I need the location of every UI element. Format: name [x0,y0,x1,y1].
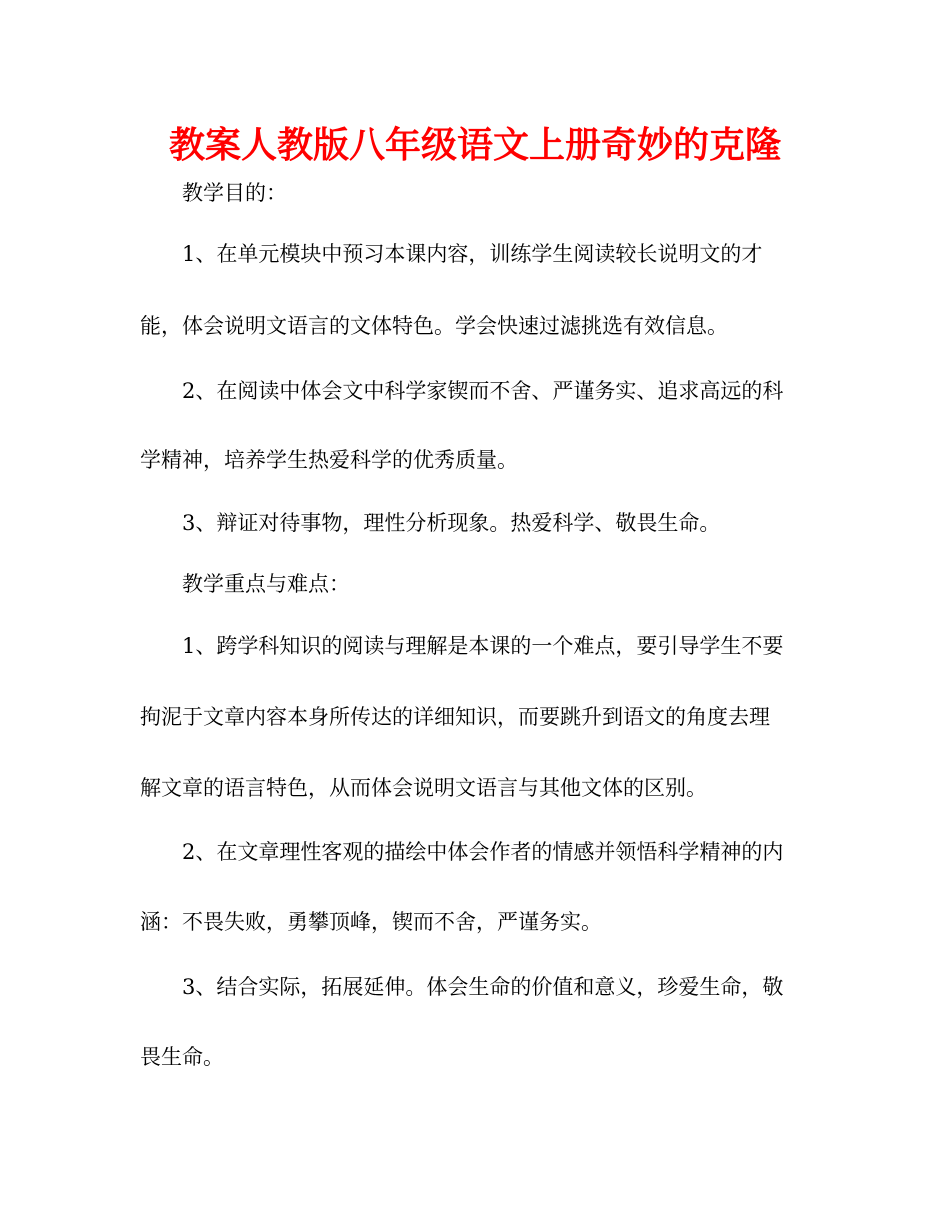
paragraph-line: 2、在文章理性客观的描绘中体会作者的情感并领悟科学精神的内 [182,840,784,864]
paragraph-line: 1、跨学科知识的阅读与理解是本课的一个难点，要引导学生不要 [182,634,784,658]
section-heading-objectives: 教学目的： [182,181,287,205]
paragraph-line: 拘泥于文章内容本身所传达的详细知识，而要跳升到语文的角度去理 [140,705,770,729]
paragraph-line: 3、辩证对待事物，理性分析现象。热爱科学、敬畏生命。 [182,511,721,535]
section-heading-key-points: 教学重点与难点： [182,572,350,596]
paragraph-line: 涵：不畏失败，勇攀顶峰，锲而不舍，严谨务实。 [140,910,602,934]
paragraph-line: 解文章的语言特色，从而体会说明文语言与其他文体的区别。 [140,776,707,800]
paragraph-line: 1、在单元模块中预习本课内容，训练学生阅读较长说明文的才 [182,242,763,266]
paragraph-line: 2、在阅读中体会文中科学家锲而不舍、严谨务实、追求高远的科 [182,379,784,403]
paragraph-line: 3、结合实际，拓展延伸。体会生命的价值和意义，珍爱生命，敬 [182,975,784,999]
paragraph-line: 能，体会说明文语言的文体特色。学会快速过滤挑选有效信息。 [140,314,728,338]
paragraph-line: 学精神，培养学生热爱科学的优秀质量。 [140,448,518,472]
paragraph-line: 畏生命。 [140,1045,224,1069]
document-title: 教案人教版八年级语文上册奇妙的克隆 [168,125,781,166]
